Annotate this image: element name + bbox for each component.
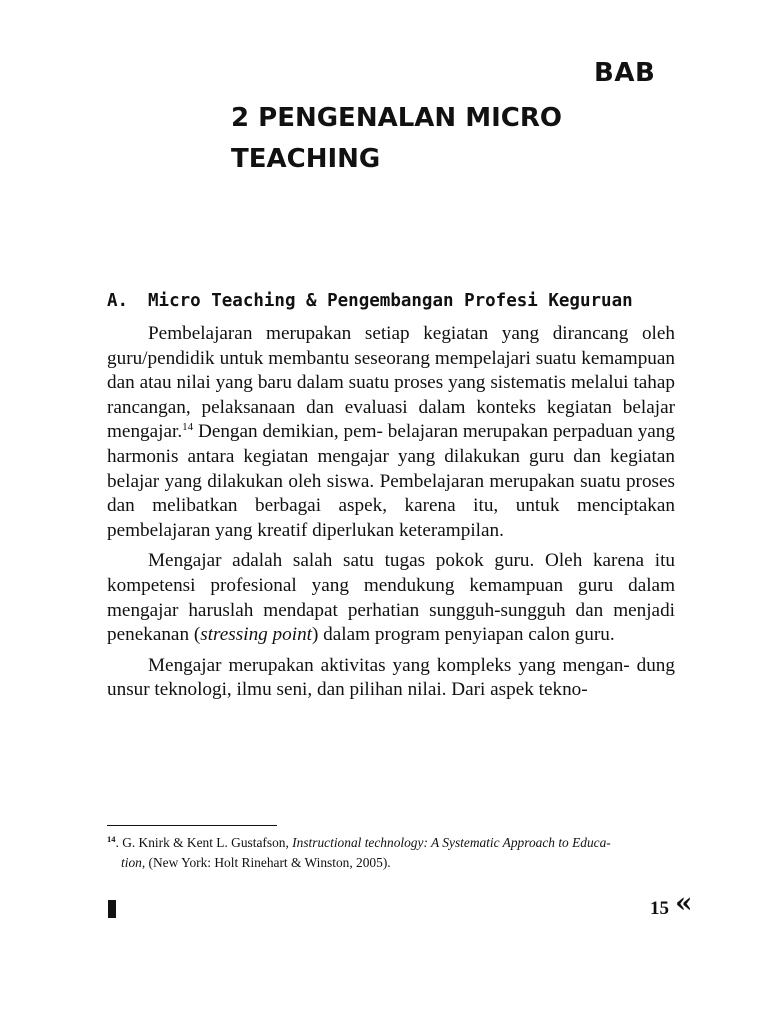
footnote-authors: . G. Knirk & Kent L. Gustafson, — [115, 835, 293, 850]
footnote-reference: 14 — [182, 421, 194, 434]
chapter-title-line-1: 2 PENGENALAN MICRO — [231, 103, 562, 133]
chevron-left-icon: « — [675, 886, 693, 919]
footnote-divider — [107, 825, 277, 826]
footnote — [107, 833, 675, 873]
section-title: Micro Teaching & Pengembangan Profesi Keguruan — [148, 291, 633, 311]
paragraph-1-part-b: Dengan demikian, pem- belajaran merupakan perpaduan yang harmonis antara kegiatan mengajar yang dilakukan guru dan kegiatan belajar yang dilakukan oleh siswa. Pembelajaran merupakan suatu proses dan melibatkan berbagai aspek, karena itu, untuk menciptakan pembelajaran yang kreatif diperlukan keterampilan. — [107, 421, 675, 541]
page-number: 15 — [650, 898, 669, 919]
paragraph-2-part-b: ) dalam program penyiapan calon guru. — [312, 624, 615, 646]
footnote-publisher: (New York: Holt Rinehart & Winston, 2005). — [145, 855, 391, 870]
paragraph-1-part-a: Pembelajaran merupakan setiap kegiatan yang dirancang oleh guru/pendidik untuk membantu seseorang mempelajari suatu kemampuan dan atau nilai yang baru dalam suatu proses yang sistematis melalui tahap rancangan, pelaksanaan dan evaluasi dalam konteks kegiatan belajar mengajar. — [107, 323, 675, 443]
section-letter: A. — [107, 291, 129, 311]
section-heading — [107, 291, 727, 311]
paragraph-2-italic: stressing point — [200, 624, 312, 646]
chapter-label: BAB — [594, 58, 656, 88]
footnote-line-2 — [107, 853, 675, 873]
paragraph-3: Mengajar merupakan aktivitas yang kompleks yang mengan- dung unsur teknologi, ilmu seni, dan pilihan nilai. Dari aspek tekno- — [107, 654, 675, 701]
footnote-title-part-b: tion, — [121, 855, 146, 870]
chapter-title-line-2: TEACHING — [231, 144, 381, 174]
page-marker-block — [108, 900, 116, 918]
paragraph-2-part-a: Mengajar adalah salah satu tugas pokok guru. Oleh karena itu kompetensi profesional yang mendukung kemampuan guru dalam mengajar haruslah mendapat perhatian sungguh-sungguh dan menjadi penekanan ( — [107, 550, 675, 646]
chapter-title — [231, 98, 651, 180]
paragraph-2 — [107, 549, 675, 647]
body-text — [107, 322, 675, 709]
paragraph-1 — [107, 322, 675, 543]
footnote-title-part-a: Instructional technology: A Systematic Approach to Educa- — [292, 835, 611, 850]
footnote-number: 14 — [107, 834, 116, 844]
